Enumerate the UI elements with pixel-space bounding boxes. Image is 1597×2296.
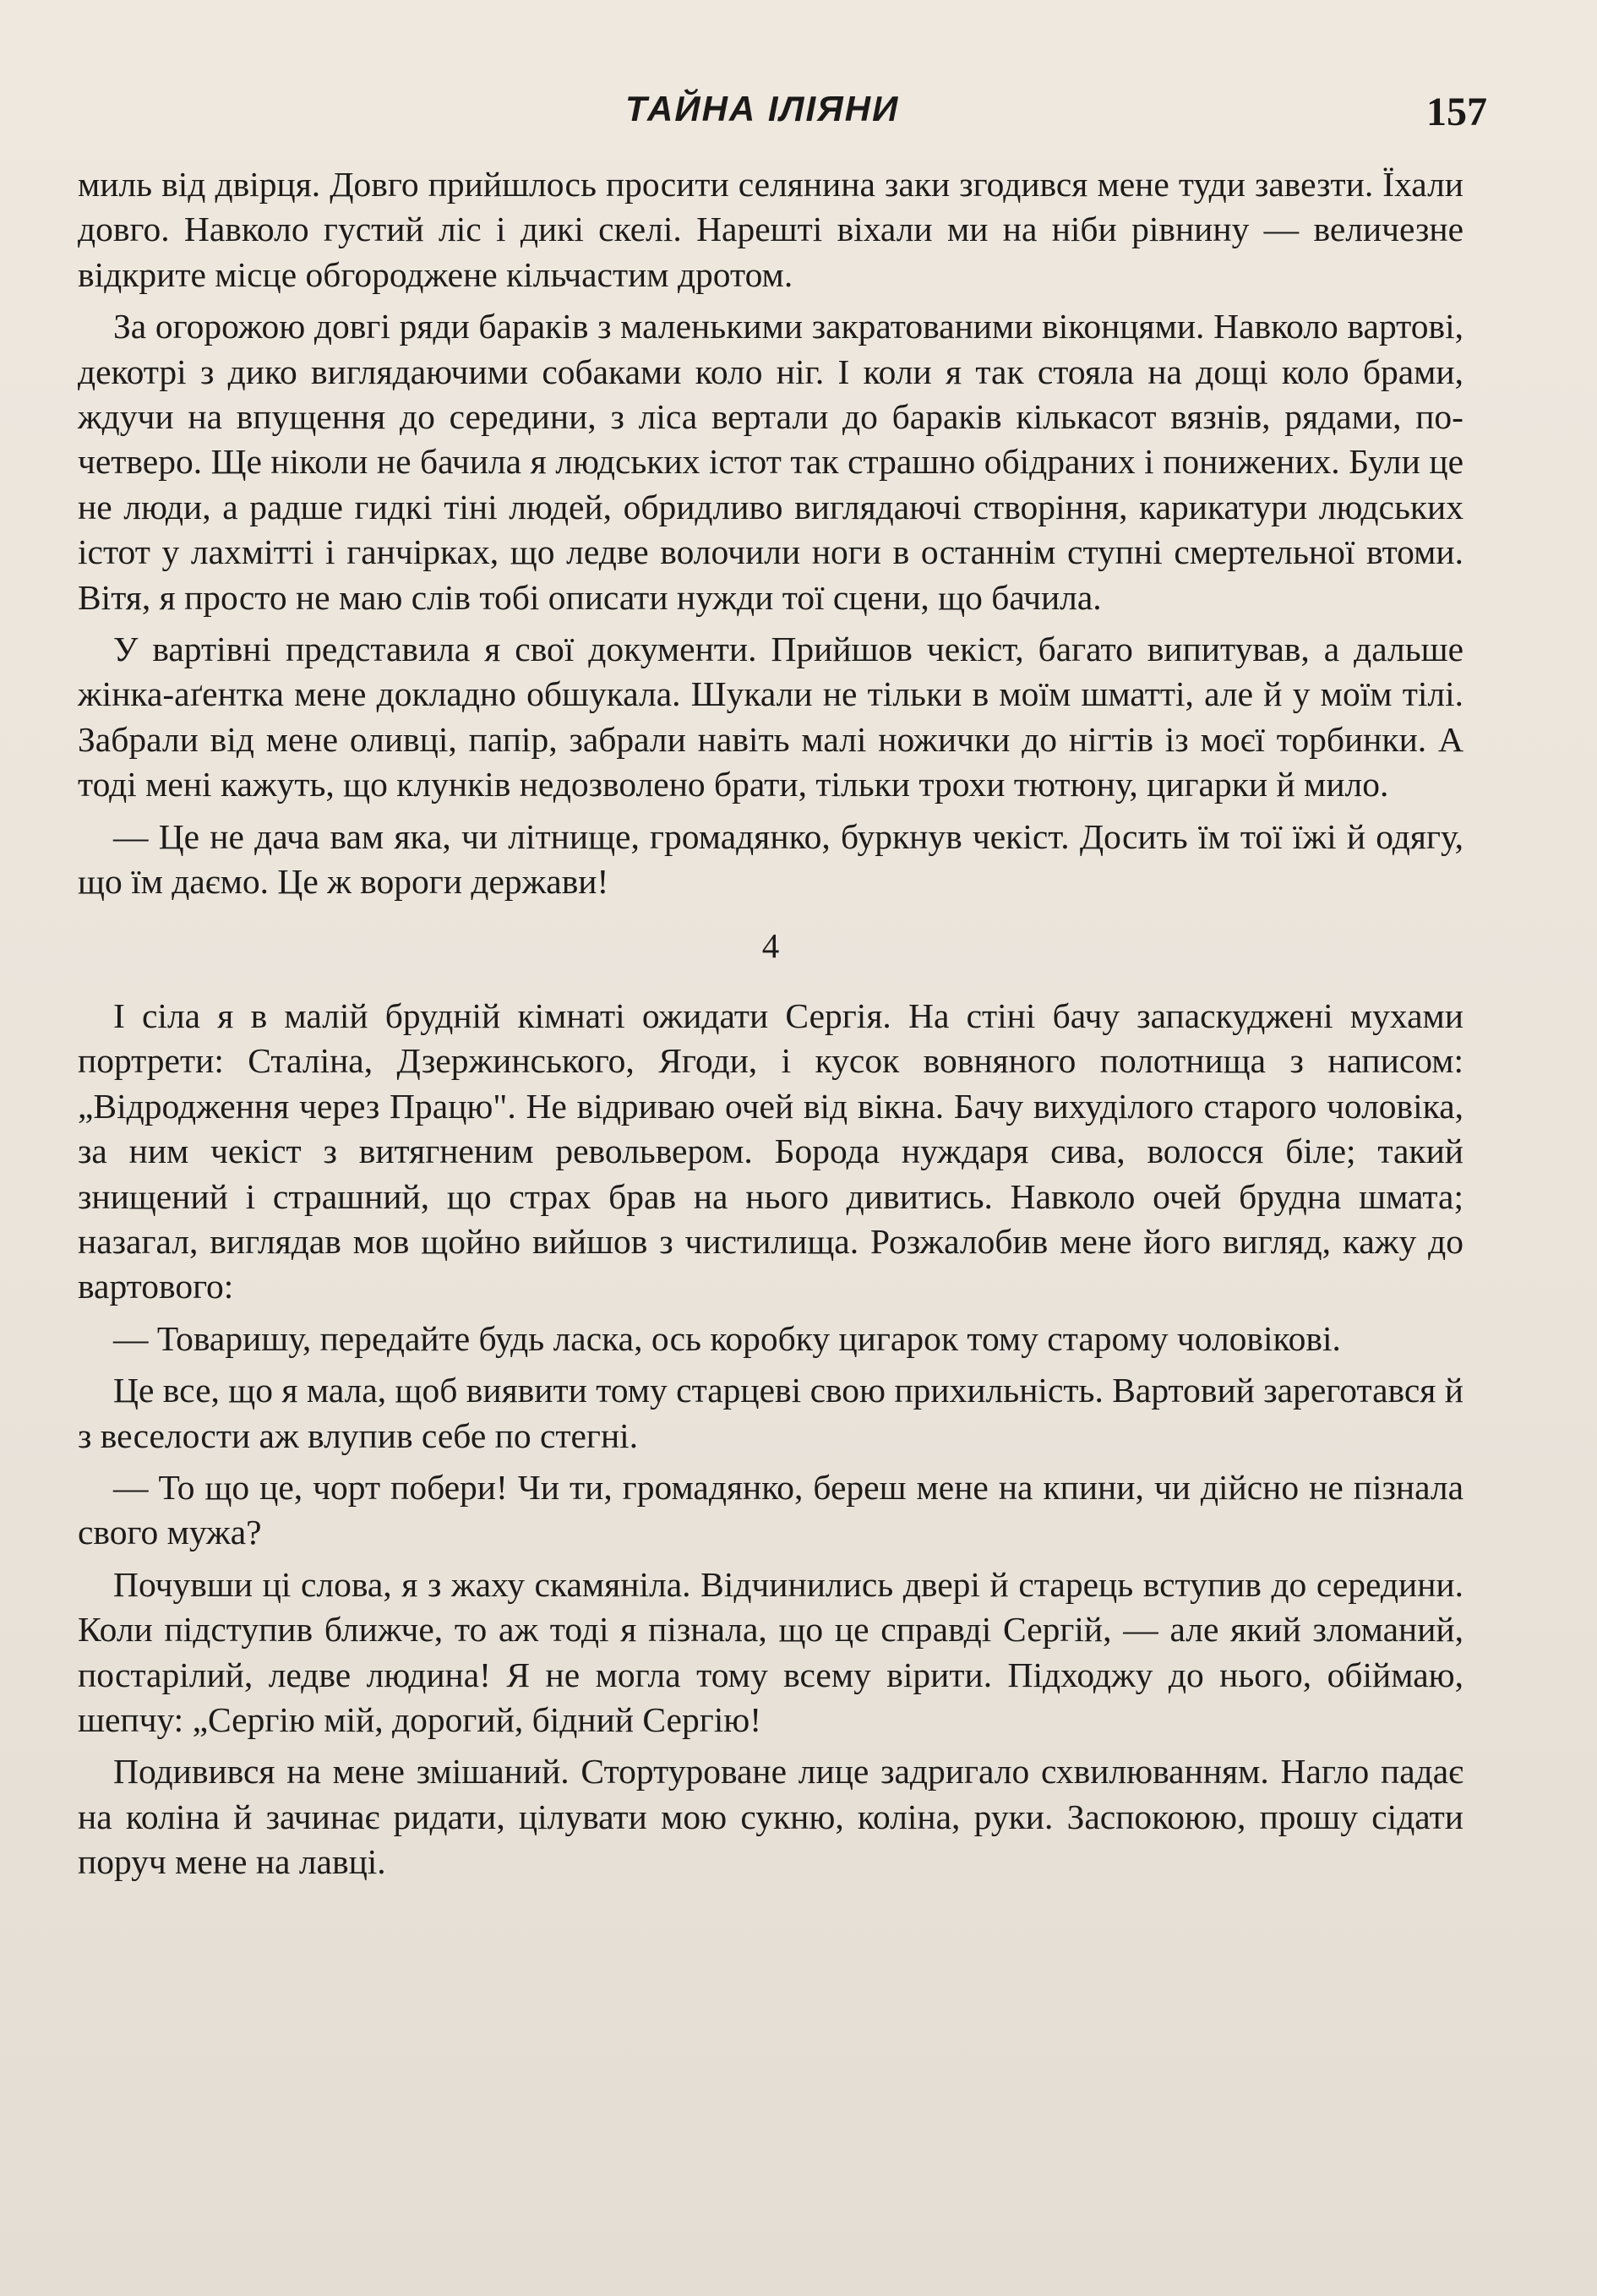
paragraph: Почувши ці слова, я з жаху скамяніла. Відчинились двері й старець вступив до середини. Коли підступив ближче, то аж тоді я пізнала, що це справді Сергій, — але який зломаний, постарілий, ледве людина! Я не могла тому всему вірити. Підходжу до нього, обіймаю, шепчу: „Сергію мій, дорогий, бідний Сергію! [78,1564,1463,1739]
paragraph: За огорожою довгі ряди бараків з маленькими закратованими віконцями. Навколо вартові, декотрі з дико виглядаючими собаками коло ніг. І коли я так стояла на дощі коло брами, ждучи на впущення до середини, з ліса вертали до бараків кількасот вязнів, рядами, по-четверо. Ще ніколи не бачила я людських істот так страшно обідраних і понижених. Були це не люди, а радше гидкі тіні людей, обридливо виглядаючі створіння, карикатури людських істот у лахмітті і ганчірках, що ледве волочили ноги в останнім ступні смертельної втоми. Вітя, я просто не маю слів тобі описати нужди тої сцени, що бачила. [78,307,1463,617]
paragraph: Подивився на мене змішаний. Стортуроване лице задригало схвилюванням. Нагло падає на коліна й зачинає ридати, цілувати мою сукню, коліна, руки. Заспокоюю, прошу сідати поруч мене на лавці. [78,1752,1463,1882]
paragraph: — То що це, чорт побери! Чи ти, громадянко, береш мене на кпини, чи дійсно не пізнала свого мужа? [78,1467,1463,1552]
page-number: 157 [1426,90,1487,134]
paragraph: І сіла я в малій брудній кімнаті ожидати Сергія. На стіні бачу запаскуджені мухами портрети: Сталіна, Дзержинського, Ягоди, і кусок вовняного полотнища з написом: „Відродження через Працю". Не відриваю очей від вікна. Бачу вихуділого старого чоловіка, за ним чекіст з витягненим револьвером. Борода нуждаря сива, волосся біле; такий знищений і страшний, що страх брав на нього дивитись. Навколо очей брудна шмата; назагал, виглядав мов щойно вийшов з чистилища. Розжалобив мене його вигляд, кажу до вартового: [78,995,1463,1306]
body-text [78,162,1463,1892]
paragraph: — Товаришу, передайте будь ласка, ось коробку цигарок тому старому чоловікові. [113,1318,1341,1358]
paragraph: Це все, що я мала, щоб виявити тому старцеві свою прихильність. Вартовий зареготався й з веселости аж влупив себе по стегні. [78,1371,1463,1455]
paragraph: — Це не дача вам яка, чи літнище, громадянко, буркнув чекіст. Досить їм тої їжі й одягу, що їм даємо. Це ж вороги держави! [78,816,1463,902]
paragraph: миль від двірця. Довго прийшлось просити селянина заки згодився мене туди завезти. Їхали довго. Навколо густий ліс і дикі скелі. Нарешті віхали ми на ніби рівнину — величезне відкрите місце обгороджене кільчастим дротом. [78,165,1463,294]
running-title: ТАЙНА ІЛІЯНИ [625,89,900,128]
page-header [76,89,1487,148]
paragraph: У вартівні представила я свої документи. Прийшов чекіст, багато випитував, а дальше жінка-аґентка мене докладно обшукала. Шукали не тільки в моїм шматті, але й у моїм тілі. Забрали від мене оливці, папір, забрали навіть малі ножички до нігтів із моєї торбинки. А тоді мені кажуть, що клунків недозволено брати, тільки трохи тютюну, цигарки й мило. [78,630,1463,804]
section-number: 4 [761,925,780,965]
